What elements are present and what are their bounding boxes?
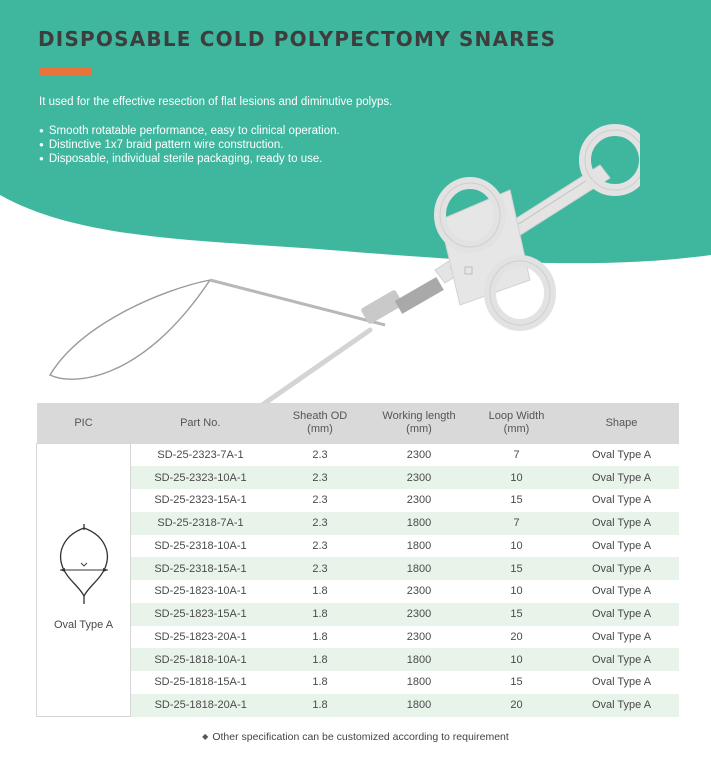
cell-part-no: SD-25-2318-15A-1 — [131, 557, 271, 580]
cell-sheath-od: 2.3 — [271, 466, 370, 489]
cell-part-no: SD-25-2318-10A-1 — [131, 535, 271, 558]
cell-sheath-od: 2.3 — [271, 444, 370, 467]
cell-sheath-od: 1.8 — [271, 580, 370, 603]
cell-loop-width: 15 — [469, 603, 565, 626]
header-line: Loop Width — [488, 410, 545, 423]
cell-part-no: SD-25-1823-20A-1 — [131, 626, 271, 649]
cell-shape: Oval Type A — [565, 603, 679, 626]
footnote-text: Other specification can be customized according to requirement — [212, 731, 509, 743]
col-header-pic: PIC — [37, 403, 131, 444]
cell-sheath-od: 2.3 — [271, 489, 370, 512]
table-row — [37, 557, 679, 580]
cell-part-no: SD-25-1818-20A-1 — [131, 694, 271, 717]
oval-snare-diagram — [57, 524, 111, 604]
intro-text: It used for the effective resection of flat lesions and diminutive polyps. — [39, 96, 393, 108]
cell-part-no: SD-25-2318-7A-1 — [131, 512, 271, 535]
cell-part-no: SD-25-2323-15A-1 — [131, 489, 271, 512]
cell-loop-width: 15 — [469, 489, 565, 512]
header-line: Sheath OD — [292, 410, 348, 423]
table-row — [37, 626, 679, 649]
cell-shape: Oval Type A — [565, 489, 679, 512]
header-line: Working length — [382, 410, 456, 423]
header-unit: (mm) — [406, 423, 432, 436]
cell-working-length: 2300 — [370, 603, 469, 626]
table-row — [37, 694, 679, 717]
cell-loop-width: 10 — [469, 648, 565, 671]
cell-loop-width: 20 — [469, 626, 565, 649]
feature-item: ● Distinctive 1x7 braid pattern wire construction. — [39, 138, 340, 152]
cell-shape: Oval Type A — [565, 512, 679, 535]
cell-sheath-od: 1.8 — [271, 603, 370, 626]
cell-shape: Oval Type A — [565, 580, 679, 603]
col-header-loop-width — [469, 403, 565, 444]
snare-device-image — [40, 110, 640, 410]
page-title: DISPOSABLE COLD POLYPECTOMY SNARES — [38, 27, 557, 51]
table-row — [37, 648, 679, 671]
cell-working-length: 1800 — [370, 557, 469, 580]
cell-working-length: 1800 — [370, 512, 469, 535]
cell-working-length: 2300 — [370, 489, 469, 512]
table-row — [37, 580, 679, 603]
col-header-working-length — [370, 403, 469, 444]
cell-working-length: 1800 — [370, 648, 469, 671]
cell-loop-width: 7 — [469, 512, 565, 535]
cell-sheath-od: 1.8 — [271, 648, 370, 671]
cell-part-no: SD-25-1823-10A-1 — [131, 580, 271, 603]
cell-sheath-od: 2.3 — [271, 557, 370, 580]
table-row — [37, 466, 679, 489]
cell-loop-width: 10 — [469, 535, 565, 558]
cell-loop-width: 15 — [469, 557, 565, 580]
cell-loop-width: 7 — [469, 444, 565, 467]
cell-working-length: 2300 — [370, 466, 469, 489]
spec-table — [36, 403, 679, 717]
table-row — [37, 671, 679, 694]
cell-loop-width: 10 — [469, 466, 565, 489]
cell-part-no: SD-25-1818-10A-1 — [131, 648, 271, 671]
cell-working-length: 1800 — [370, 535, 469, 558]
col-header-shape: Shape — [565, 403, 679, 444]
cell-sheath-od: 2.3 — [271, 535, 370, 558]
cell-shape: Oval Type A — [565, 535, 679, 558]
table-row — [37, 535, 679, 558]
col-header-sheath-od — [271, 403, 370, 444]
col-header-part-no: Part No. — [131, 403, 271, 444]
cell-loop-width: 20 — [469, 694, 565, 717]
table-row — [37, 489, 679, 512]
cell-loop-width: 10 — [469, 580, 565, 603]
cell-working-length: 1800 — [370, 694, 469, 717]
table-row — [37, 444, 679, 467]
cell-part-no: SD-25-2323-10A-1 — [131, 466, 271, 489]
feature-item: ● Smooth rotatable performance, easy to clinical operation. — [39, 124, 340, 138]
cell-sheath-od: 2.3 — [271, 512, 370, 535]
cell-shape: Oval Type A — [565, 557, 679, 580]
footnote — [0, 731, 711, 743]
cell-part-no: SD-25-2323-7A-1 — [131, 444, 271, 467]
cell-shape: Oval Type A — [565, 648, 679, 671]
cell-working-length: 2300 — [370, 580, 469, 603]
cell-part-no: SD-25-1818-15A-1 — [131, 671, 271, 694]
cell-loop-width: 15 — [469, 671, 565, 694]
cell-shape: Oval Type A — [565, 694, 679, 717]
cell-shape: Oval Type A — [565, 626, 679, 649]
title-accent-bar — [39, 68, 91, 75]
pic-cell — [37, 444, 131, 717]
cell-working-length: 2300 — [370, 444, 469, 467]
cell-shape: Oval Type A — [565, 671, 679, 694]
diamond-icon: ◆ — [202, 732, 209, 741]
feature-item: ● Disposable, individual sterile packaging, ready to use. — [39, 152, 340, 166]
cell-sheath-od: 1.8 — [271, 671, 370, 694]
cell-sheath-od: 1.8 — [271, 626, 370, 649]
table-row — [37, 512, 679, 535]
cell-working-length: 2300 — [370, 626, 469, 649]
cell-sheath-od: 1.8 — [271, 694, 370, 717]
header-unit: (mm) — [503, 423, 530, 436]
header-unit: (mm) — [307, 423, 333, 436]
table-row — [37, 603, 679, 626]
cell-shape: Oval Type A — [565, 466, 679, 489]
table-header-row — [37, 403, 679, 444]
cell-part-no: SD-25-1823-15A-1 — [131, 603, 271, 626]
cell-shape: Oval Type A — [565, 444, 679, 467]
cell-working-length: 1800 — [370, 671, 469, 694]
pic-label: Oval Type A — [53, 619, 114, 631]
